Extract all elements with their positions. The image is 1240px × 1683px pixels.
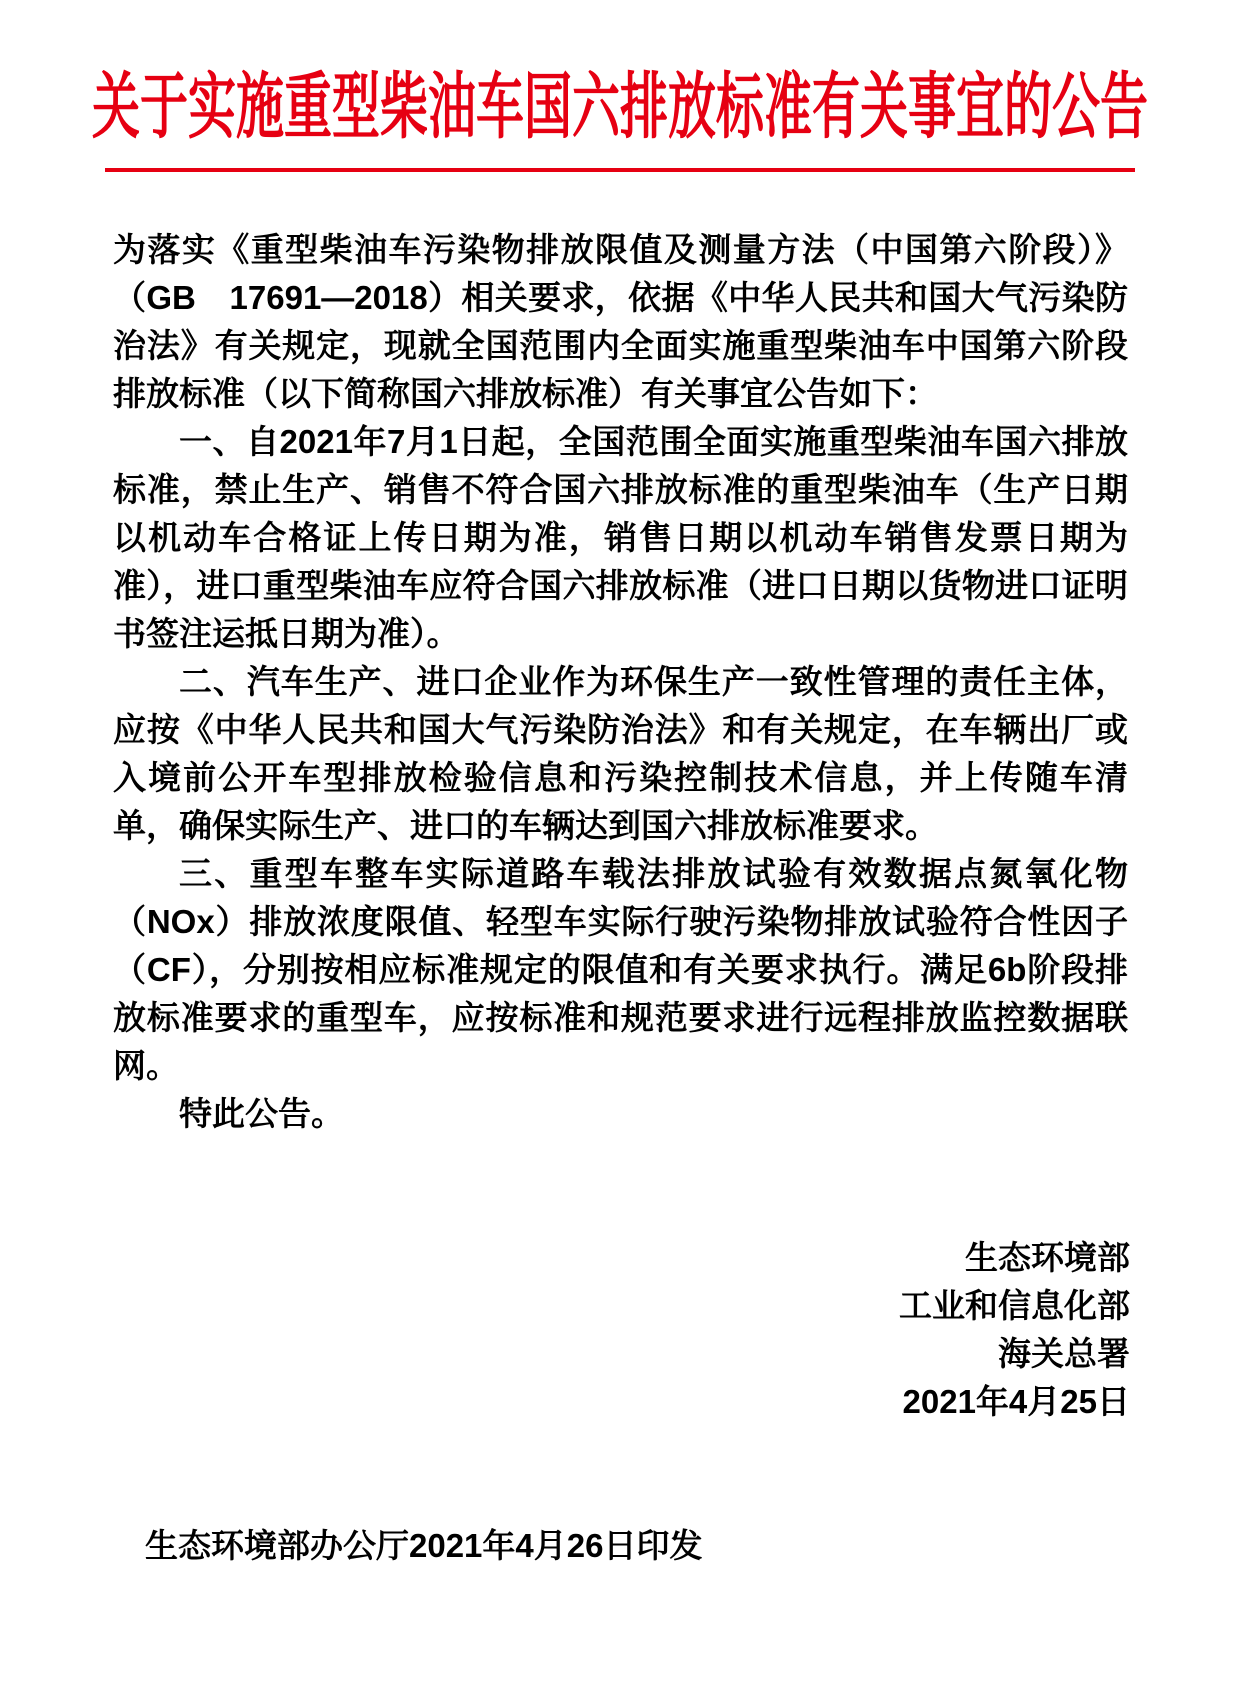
title-divider-rule (105, 168, 1135, 172)
paragraph-item-one: 一、自2021年7月1日起，全国范围全面实施重型柴油车国六排放标准，禁止生产、销售不符合国六排放标准的重型柴油车（生产日期以机动车合格证上传日期为准，销售日期以机动车销售发票日期为准），进口重型柴油车应符合国六排放标准（进口日期以货物进口证明书签注运抵日期为准）。 (113, 423, 1128, 652)
paragraph-closing: 特此公告。 (179, 1095, 344, 1132)
document-title: 关于实施重型柴油车国六排放标准有关事宜的公告 (91, 68, 1148, 148)
paragraph-intro: 为落实《重型柴油车污染物排放限值及测量方法（中国第六阶段）》（GB 17691—2018）相关要求，依据《中华人民共和国大气污染防治法》有关规定，现就全国范围内全面实施重型柴油车中国第六阶段排放标准（以下简称国六排放标准）有关事宜公告如下： (113, 231, 1128, 412)
document-body (113, 226, 1128, 1138)
signature-org-miit: 工业和信息化部 (899, 1287, 1130, 1324)
issuance-note: 生态环境部办公厅2021年4月26日印发 (145, 1527, 703, 1564)
signature-org-customs: 海关总署 (998, 1335, 1130, 1372)
paragraph-item-three: 三、重型车整车实际道路车载法排放试验有效数据点氮氧化物（NOx）排放浓度限值、轻型车实际行驶污染物排放试验符合性因子（CF），分别按相应标准规定的限值和有关要求执行。满足6b阶段排放标准要求的重型车，应按标准和规范要求进行远程排放监控数据联网。 (113, 855, 1128, 1084)
paragraph-item-two: 二、汽车生产、进口企业作为环保生产一致性管理的责任主体，应按《中华人民共和国大气污染防治法》和有关规定，在车辆出厂或入境前公开车型排放检验信息和污染控制技术信息，并上传随车清单，确保实际生产、进口的车辆达到国六排放标准要求。 (113, 663, 1128, 844)
signature-org-mee: 生态环境部 (965, 1239, 1130, 1276)
signature-date: 2021年4月25日 (902, 1383, 1130, 1420)
signature-block (899, 1234, 1130, 1426)
